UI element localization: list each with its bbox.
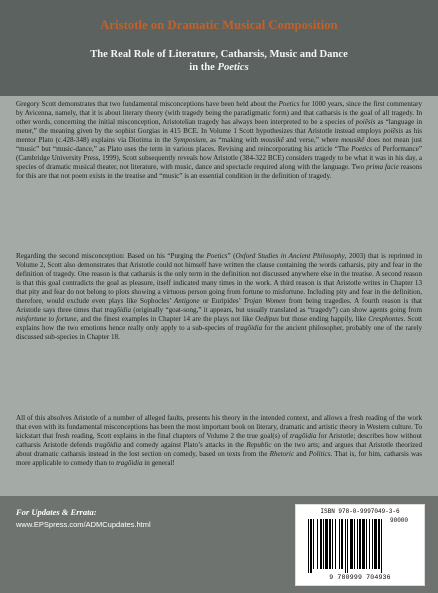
paragraph-2 — [16, 252, 422, 342]
paragraph-3 — [16, 414, 422, 468]
updates-label: For Updates & Errata: — [16, 507, 97, 517]
text-run: mousikē — [260, 136, 284, 144]
text-run: poiēsis — [383, 127, 404, 135]
isbn-number: ISBN 978-0-9997049-3-6 — [320, 508, 400, 515]
text-run: Trojan Women — [243, 297, 286, 305]
text-run: tragōidia — [235, 324, 263, 332]
text-run: from being tragedies. A fourth reason is that Aristotle says three times that — [16, 297, 422, 314]
text-run: Republic — [246, 441, 272, 449]
text-run: for the ancient philosopher, probably one of the rarely discussed sub-species in Chapter 18. — [16, 324, 422, 341]
text-run: poiēsis — [355, 118, 376, 126]
text-run: on the two arts; and argues that Aristotle theorized about dramatic catharsis instead in the lost section on comedy, based on texts from the — [16, 441, 423, 458]
isbn-barcode — [295, 504, 425, 586]
text-run: prima facie — [366, 163, 399, 171]
text-run: Poetics — [351, 145, 373, 153]
text-run: , and the finest examples in Chapter 14 are the plays not like — [76, 315, 256, 323]
text-run: Regarding the second misconception: Based on his “Purging the — [16, 252, 207, 260]
text-run: misfortune to fortune — [16, 315, 77, 323]
barcode-bars — [302, 517, 418, 573]
text-run: Poetics — [278, 100, 300, 108]
text-run: Rhetoric — [269, 450, 295, 458]
text-run: Politics — [308, 450, 331, 458]
text-run: as “language in meter,” the meaning given by the sophist Gorgias in 415 BCE. In Volume 1 Scott hypothesizes that Aristotle instead employs — [16, 118, 423, 135]
price-code: 90000 — [390, 517, 409, 524]
text-run: but those ending happily, like — [278, 315, 369, 323]
text-run: does not mean just “music” but “music-dance,” as Plato uses the term in various places. Revising and reincorporating his article “The — [16, 136, 422, 153]
text-run: in general! — [142, 459, 175, 467]
paragraph-1 — [16, 100, 422, 181]
text-run: as his mentor Plato (c.428-348) explains via Diotima in the — [16, 127, 422, 144]
text-run: of Performance” (Cambridge University Press, 1999), Scott subsequently reveals how Aristotle (384-322 BCE) considers tragedy to be what it was in his day, a species of dramatic musical theater, not literature, with music, dance and spectacle required along with the language. Two — [16, 145, 422, 171]
text-run: ” ( — [227, 252, 236, 260]
page-subtitle — [40, 48, 398, 74]
text-run: Oedipus — [255, 315, 279, 323]
updates-link[interactable]: www.EPSpress.com/ADMCupdates.html — [16, 520, 151, 529]
subtitle-line-2-work: Poetics — [217, 62, 249, 73]
text-run: for 1000 years, since the first commentary by Avicenna, namely, that it is about literary theory (with tragedy being the paradigmatic form) and that catharsis is the goal of all tragedy. In other words, concerning the initial misconception, Aristotelian tragedy has always been interpreted to be a species of — [16, 100, 422, 126]
text-run: Antigone — [173, 297, 200, 305]
text-run: reasons for this are that not poem exists in the treatise and “music” is an essential condition in the definition of tragedy. — [16, 163, 422, 180]
text-run: . That is, for him, catharsis was more applicable to comedy than to — [16, 450, 422, 467]
text-run: Symposium — [173, 136, 206, 144]
text-run: (originally “goat-song,” it appears, but usually translated as “tragedy”) can show agents going from — [131, 306, 423, 314]
text-run: Cresphontes — [368, 315, 404, 323]
text-run: for Aristotle; describes how without catharsis Aristotle defends — [16, 432, 422, 449]
page-title: Aristotle on Dramatic Musical Composition — [100, 18, 338, 32]
text-run: tragōidia — [290, 432, 317, 440]
subtitle-line-2-prefix: in the — [189, 62, 218, 73]
subtitle-line-1: The Real Role of Literature, Catharsis, Music and Dance — [90, 49, 348, 60]
text-run: or Euripides’ — [199, 297, 244, 305]
text-run: tragōidia — [116, 459, 143, 467]
text-run: Poetics — [206, 252, 228, 260]
text-run: All of this absolves Aristotle of a number of alleged faults, presents his theory in the intended context, and allows a fresh reading of the work that even with its fundamental misconceptions has been the most important book on literary, dramatic and artistic theory in Western culture. To kickstart that fresh reading, Scott explains in the final chapters of Volume 2 the true goal(s) of — [16, 414, 422, 440]
text-run: Oxford Studies in Ancient Philosophy — [235, 252, 345, 260]
text-run: and — [294, 450, 309, 458]
text-run: and verse,” where — [283, 136, 342, 144]
text-run: tragōidia — [104, 306, 131, 314]
text-run: Gregory Scott demonstrates that two fundamental misconceptions have been held about the — [16, 100, 279, 108]
text-run: , as “making with — [205, 136, 261, 144]
text-run: tragōidia — [94, 441, 121, 449]
text-run: . Scott explains how the two emotions hence really only apply to a sub-species of — [16, 315, 423, 332]
text-run: mousikē — [341, 136, 365, 144]
barcode-digits: 9 780999 704936 — [329, 574, 391, 581]
text-run: and comedy against Plato’s attacks in the — [121, 441, 247, 449]
text-run: , 2003) that is reprinted in Volume 2, Scott also demonstrates that Aristotle could not himself have written the clause containing the words catharsis, pity and fear in the definition of tragedy. One reason is that catharsis is the only term in the definition not discussed anywhere else in the treatise. A second reason is that this goal contradicts the goal as pleasure, itself indicated many times in the work. A third reason is that Aristotle writes in Chapter 13 that pity and fear do not belong to plots showing a virtuous person going from fortune to misfortune. Including pity and fear in the definition, therefore, would exclude even plays like Sophocles’ — [16, 252, 422, 305]
